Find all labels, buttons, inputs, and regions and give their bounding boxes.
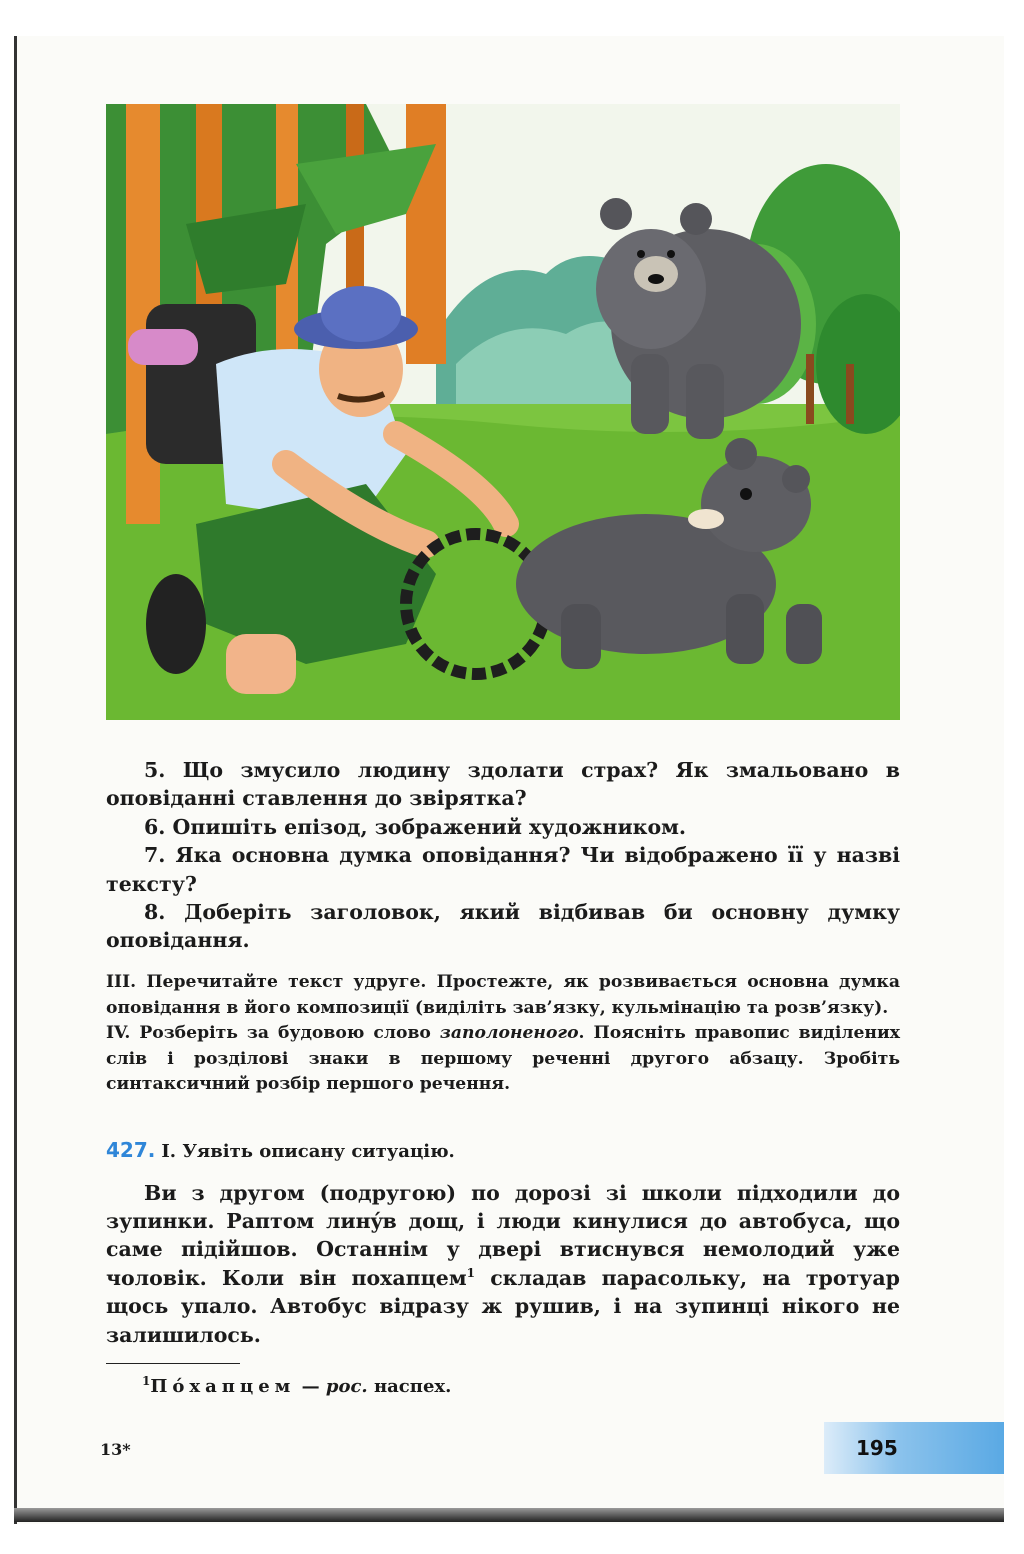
question-7: 7. Яка основна думка оповідання? Чи відображено її у назві тексту? — [106, 843, 901, 896]
exercise-paragraph: Ви з другом (подругою) по дорозі зі школи підходили до зупинки. Раптом линýв дощ, і люди кинулися до автобуса, що саме підійшов. Останнім у двері втиснувся немолодий уже чоловік. Коли він похапцем$^1$ складав парасольку, на тротуар щось упало. Автобус відразу ж рушив, і на зупинці нікого не залишилось. — [106, 1180, 900, 1347]
tasks-block — [106, 970, 900, 1098]
exercise-427 — [106, 1138, 900, 1349]
footnote: $^1$Пóхапцем — рос. наспех. — [142, 1374, 452, 1397]
task-iv-word: заполоненого — [439, 1023, 579, 1044]
question-6: 6. Опишіть епізод, зображений художником. — [144, 814, 687, 839]
page-number-tab — [824, 1422, 1004, 1474]
exercise-heading — [106, 1138, 900, 1165]
illustration-hiker-and-bears — [106, 104, 900, 720]
folio-signature: 13* — [100, 1440, 131, 1459]
questions-list — [106, 756, 900, 955]
question-8: 8. Доберіть заголовок, який відбивав би основну думку оповідання. — [106, 900, 900, 953]
page-edge-shadow — [14, 1508, 1004, 1522]
page-number: 195 — [856, 1436, 898, 1460]
task-iii: III. Перечитайте текст удруге. Простежте, як розвивається основна думка оповідання в його композиції (виділіть зав’язку, кульмінацію та розв’язку). — [106, 972, 900, 1018]
footnote-word: Пóхапцем — [150, 1376, 296, 1397]
question-5: 5. Що змусило людину здолати страх? Як змальовано в оповіданні ставлення до звірятка? — [106, 758, 900, 811]
task-iv: IV. Розберіть за будовою слово заполоненого. Поясніть правопис виділених слів і розділові знаки в першому реченні другого абзацу. Зробіть синтаксичний розбір першого речення. — [106, 1023, 900, 1095]
exercise-number: 427. — [106, 1138, 156, 1162]
footnote-divider — [106, 1363, 240, 1364]
footnote-lang: рос. — [325, 1376, 368, 1397]
footnote-reference: 1 — [466, 1265, 475, 1280]
exercise-instruction: I. Уявіть описану ситуацію. — [161, 1141, 455, 1162]
